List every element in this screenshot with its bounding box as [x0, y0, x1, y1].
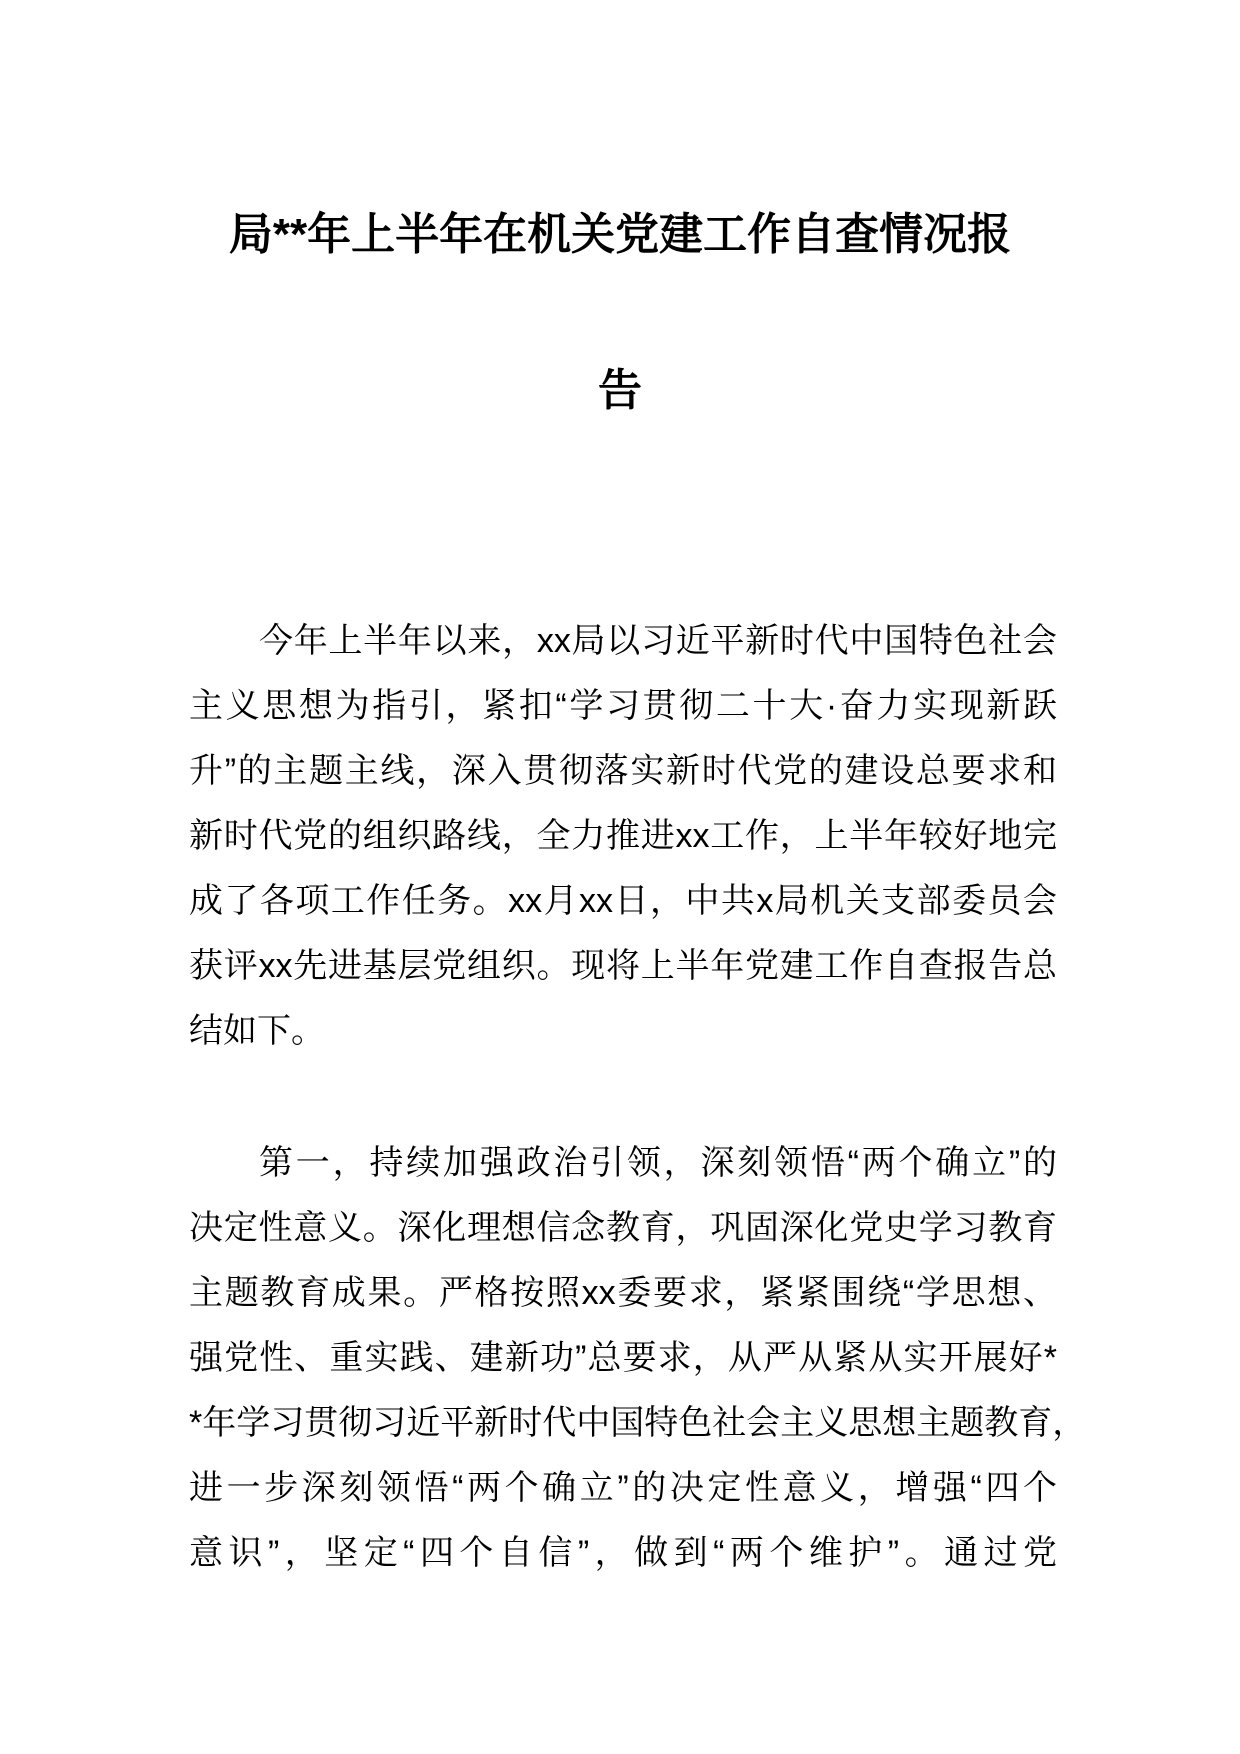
text-line: 获评xx先进基层党组织。现将上半年党建工作自查报告总 [189, 947, 1057, 985]
text-line: 第一，持续加强政治引领，深刻领悟“两个确立”的 [259, 1144, 1057, 1182]
text-line: 意识”，坚定“四个自信”，做到“两个维护”。通过党 [189, 1534, 1057, 1572]
text-line: 进一步深刻领悟“两个确立”的决定性意义，增强“四个 [189, 1469, 1057, 1507]
text-line: 升”的主题主线，深入贯彻落实新时代党的建设总要求和 [189, 752, 1057, 790]
text-line: 今年上半年以来，xx局以习近平新时代中国特色社会 [259, 622, 1057, 660]
text-line: 主题教育成果。严格按照xx委要求，紧紧围绕“学思想、 [189, 1274, 1057, 1312]
document-title-line-2: 告 [598, 366, 642, 415]
text-line: *年学习贯彻习近平新时代中国特色社会主义思想主题教育， [189, 1404, 1087, 1442]
text-line: 主义思想为指引，紧扣“学习贯彻二十大·奋力实现新跃 [189, 687, 1057, 725]
text-line: 成了各项工作任务。xx月xx日，中共x局机关支部委员会 [189, 882, 1057, 920]
text-line: 结如下。 [189, 1012, 325, 1050]
document-title-line-1: 局**年上半年在机关党建工作自查情况报 [228, 210, 1012, 259]
text-line: 新时代党的组织路线，全力推进xx工作，上半年较好地完 [189, 817, 1057, 855]
text-line: 强党性、重实践、建新功”总要求，从严从紧从实开展好* [189, 1339, 1057, 1377]
text-line: 决定性意义。深化理想信念教育，巩固深化党史学习教育 [189, 1209, 1057, 1247]
